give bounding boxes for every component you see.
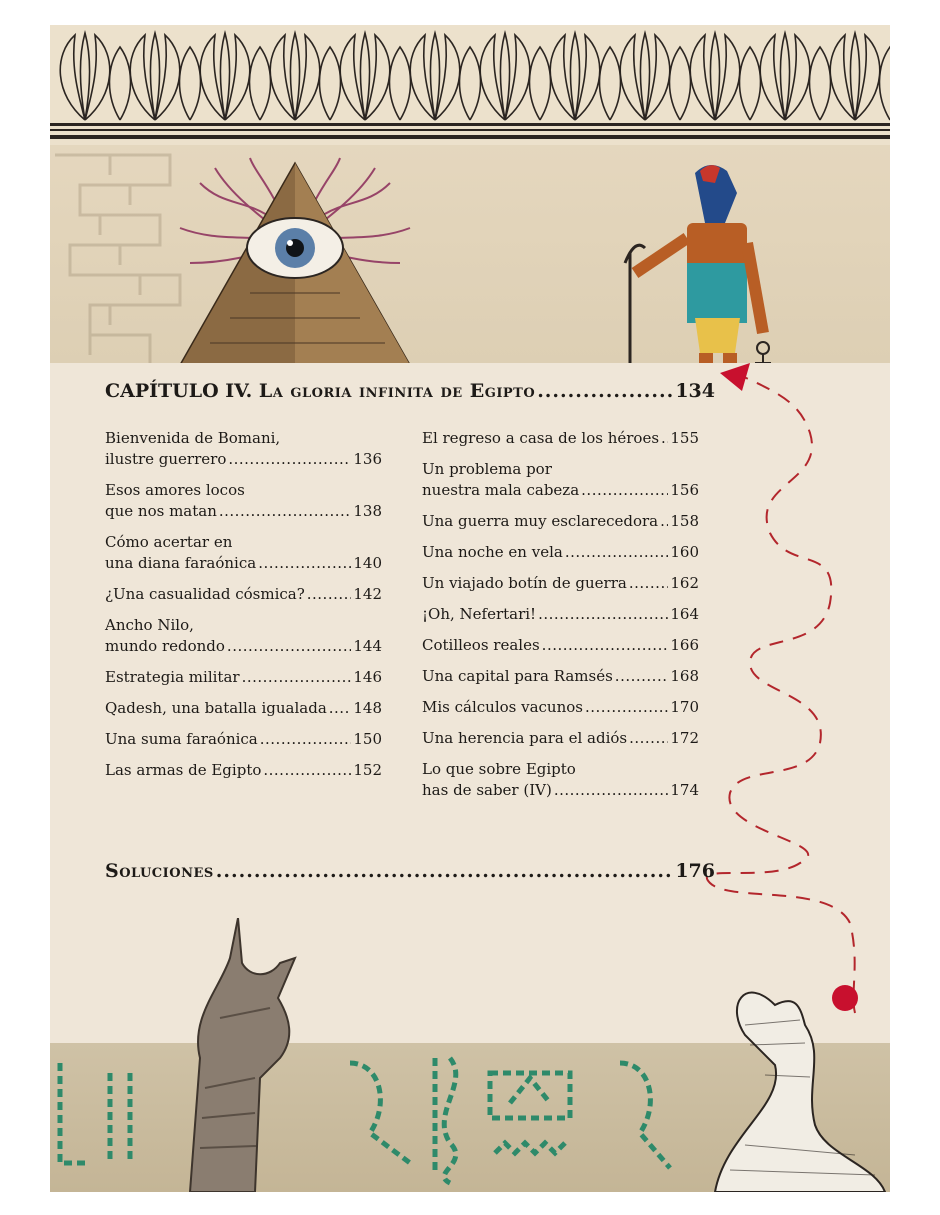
toc-entry[interactable] xyxy=(422,511,699,532)
dashed-trail-decoration xyxy=(690,363,890,1023)
toc-entry-title: nuestra mala cabeza xyxy=(422,481,580,499)
toc-entry[interactable] xyxy=(105,480,382,522)
toc-entry-last-line xyxy=(422,728,699,749)
toc-entry-title: Mis cálculos vacunos xyxy=(422,698,583,716)
leader-dots xyxy=(219,501,351,522)
toc-entry-title-line: Un problema por xyxy=(422,460,552,478)
leader-dots xyxy=(258,553,351,574)
toc-entry-title-line: Cómo acertar en xyxy=(105,533,233,551)
toc-entry-page-number: 144 xyxy=(353,637,382,655)
toc-entry[interactable] xyxy=(422,666,699,687)
toc-entry-last-line xyxy=(422,635,699,656)
toc-entry[interactable] xyxy=(422,635,699,656)
leader-dots xyxy=(542,635,669,656)
toc-entry-last-line xyxy=(105,667,382,688)
leader-dots xyxy=(629,728,668,749)
horus-figure-illustration xyxy=(615,153,790,393)
solutions-entry[interactable] xyxy=(105,860,715,882)
toc-entry-title-line: Lo que sobre Egipto xyxy=(422,760,576,778)
leader-dots xyxy=(242,667,352,688)
toc-entry[interactable] xyxy=(422,604,699,625)
toc-entry-last-line xyxy=(105,584,382,605)
toc-entry-title: Una herencia para el adiós xyxy=(422,729,628,747)
toc-entry-last-line xyxy=(422,542,699,563)
toc-entry-last-line xyxy=(422,604,699,625)
toc-entry[interactable] xyxy=(105,760,382,781)
toc-entry-title: mundo redondo xyxy=(105,637,225,655)
toc-entry-title-line: Ancho Nilo, xyxy=(105,616,194,634)
toc-entry[interactable] xyxy=(105,584,382,605)
leader-dots xyxy=(585,697,668,718)
toc-entry-page-number: 168 xyxy=(670,667,699,685)
toc-entry[interactable] xyxy=(105,729,382,750)
chapter-prefix: CAPÍTULO IV. xyxy=(105,380,253,402)
cobra-illustration xyxy=(705,965,890,1192)
toc-entry-last-line xyxy=(422,697,699,718)
leader-dots xyxy=(263,760,351,781)
leader-dots xyxy=(329,698,352,719)
toc-entry-last-line xyxy=(105,729,382,750)
leader-dots xyxy=(554,780,669,801)
toc-entry-page-number: 152 xyxy=(353,761,382,779)
leader-dots xyxy=(307,584,352,605)
toc-left-column xyxy=(105,428,382,791)
toc-entry-title: ¡Oh, Nefertari! xyxy=(422,605,537,623)
leader-dots xyxy=(216,860,674,882)
toc-entry-page-number: 156 xyxy=(670,481,699,499)
toc-entry-page-number: 148 xyxy=(353,699,382,717)
toc-entry-page-number: 172 xyxy=(670,729,699,747)
toc-entry-page-number: 150 xyxy=(353,730,382,748)
toc-entry-title: Una capital para Ramsés xyxy=(422,667,613,685)
toc-entry-page-number: 160 xyxy=(670,543,699,561)
leader-dots xyxy=(581,480,668,501)
toc-entry[interactable] xyxy=(105,615,382,657)
toc-entry-title: El regreso a casa de los héroes xyxy=(422,429,660,447)
toc-entry-title: Una suma faraónica xyxy=(105,730,258,748)
toc-entry-last-line xyxy=(105,553,382,574)
toc-entry-page-number: 162 xyxy=(670,574,699,592)
toc-entry-page-number: 146 xyxy=(353,668,382,686)
toc-entry-page-number: 158 xyxy=(670,512,699,530)
chapter-page-number: 134 xyxy=(675,380,715,402)
toc-entry-title: has de saber (IV) xyxy=(422,781,552,799)
solutions-page-number: 176 xyxy=(675,860,715,882)
leader-dots xyxy=(228,449,351,470)
leader-dots xyxy=(538,604,668,625)
toc-entry-title: Qadesh, una batalla igualada xyxy=(105,699,327,717)
toc-entry-last-line xyxy=(422,511,699,532)
toc-entry-page-number: 174 xyxy=(670,781,699,799)
toc-entry[interactable] xyxy=(422,459,699,501)
toc-entry-title: que nos matan xyxy=(105,502,217,520)
toc-entry-page-number: 136 xyxy=(353,450,382,468)
toc-entry-page-number: 155 xyxy=(670,429,699,447)
toc-entry-page-number: 170 xyxy=(670,698,699,716)
leader-dots xyxy=(661,428,668,449)
chapter-title: La gloria infinita de Egipto xyxy=(258,380,536,402)
toc-entry-last-line xyxy=(422,573,699,594)
toc-entry-page-number: 142 xyxy=(353,585,382,603)
toc-entry-title: ¿Una casualidad cósmica? xyxy=(105,585,305,603)
toc-entry-title: Las armas de Egipto xyxy=(105,761,262,779)
toc-entry-title: Una noche en vela xyxy=(422,543,563,561)
toc-entry[interactable] xyxy=(422,759,699,801)
toc-entry-page-number: 140 xyxy=(353,554,382,572)
leader-dots xyxy=(660,511,668,532)
toc-entry-last-line xyxy=(422,666,699,687)
mummy-hand-illustration xyxy=(160,918,300,1192)
toc-entry-title-line: Bienvenida de Bomani, xyxy=(105,429,281,447)
toc-entry-title: Una guerra muy esclarecedora xyxy=(422,512,659,530)
toc-right-column xyxy=(422,428,699,811)
leader-dots xyxy=(537,380,673,402)
toc-entry[interactable] xyxy=(105,667,382,688)
toc-entry-last-line xyxy=(105,449,382,470)
toc-entry-last-line xyxy=(105,760,382,781)
toc-entry-page-number: 164 xyxy=(670,605,699,623)
leader-dots xyxy=(227,636,351,657)
toc-entry-page-number: 138 xyxy=(353,502,382,520)
toc-entry-last-line xyxy=(105,698,382,719)
pyramid-eye-illustration xyxy=(160,153,430,365)
toc-entry[interactable] xyxy=(422,573,699,594)
toc-entry[interactable] xyxy=(105,532,382,574)
leader-dots xyxy=(565,542,669,563)
toc-entry-last-line xyxy=(422,428,699,449)
toc-entry-last-line xyxy=(105,636,382,657)
toc-entry-page-number: 166 xyxy=(670,636,699,654)
toc-entry[interactable] xyxy=(422,728,699,749)
toc-entry-title: Un viajado botín de guerra xyxy=(422,574,627,592)
toc-entry-last-line xyxy=(105,501,382,522)
toc-entry[interactable] xyxy=(105,428,382,470)
toc-entry-title: ilustre guerrero xyxy=(105,450,227,468)
toc-entry[interactable] xyxy=(422,542,699,563)
toc-entry-title: una diana faraónica xyxy=(105,554,257,572)
toc-entry-title: Cotilleos reales xyxy=(422,636,540,654)
leader-dots xyxy=(629,573,669,594)
leader-dots xyxy=(615,666,669,687)
toc-entry-last-line xyxy=(422,480,699,501)
toc-entry[interactable] xyxy=(422,697,699,718)
toc-entry-title-line: Esos amores locos xyxy=(105,481,245,499)
toc-entry[interactable] xyxy=(422,428,699,449)
toc-entry-title: Estrategia militar xyxy=(105,668,240,686)
toc-entry[interactable] xyxy=(105,698,382,719)
solutions-label: Soluciones xyxy=(105,860,214,882)
lotus-frieze xyxy=(50,25,890,145)
leader-dots xyxy=(260,729,352,750)
toc-entry-last-line xyxy=(422,780,699,801)
chapter-heading[interactable] xyxy=(105,380,715,402)
